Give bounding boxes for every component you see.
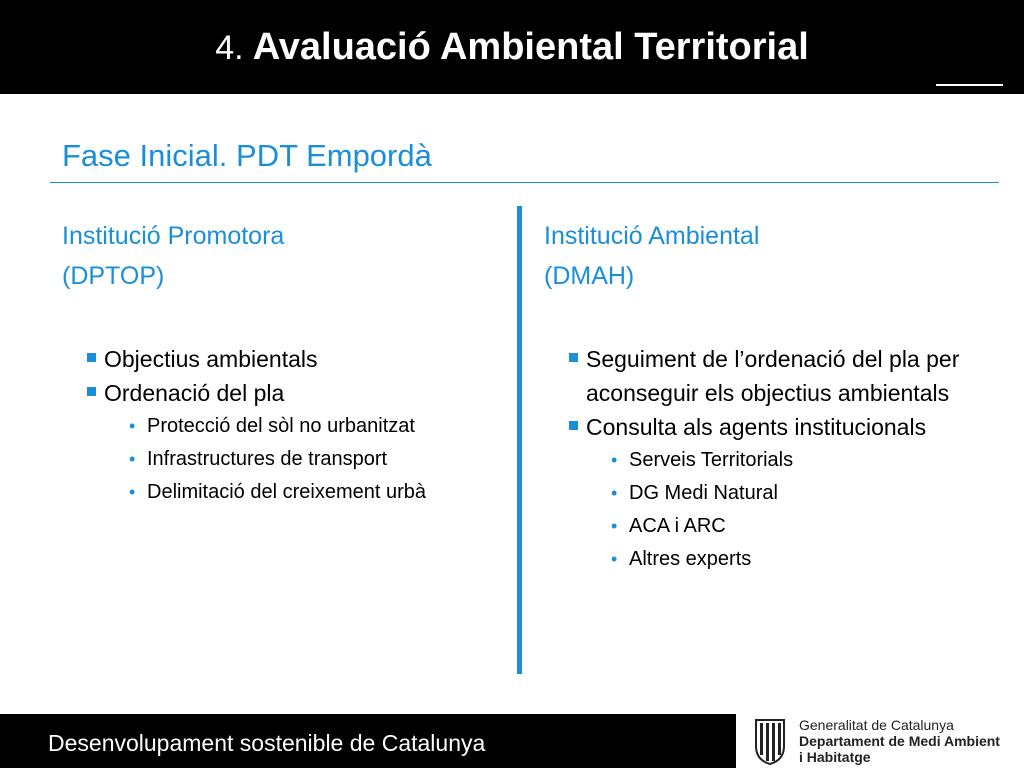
left-heading-line1: Institució Promotora: [62, 222, 285, 250]
generalitat-logo-icon: [752, 716, 788, 766]
sub-list-item: [62, 410, 507, 443]
sub-list-item-text: ACA i ARC: [629, 515, 726, 537]
right-column: [544, 216, 1004, 576]
dot-bullet-icon: •: [129, 449, 136, 469]
right-bullet-list: [544, 342, 1004, 576]
list-item: [62, 342, 507, 376]
sub-list-item-text: Serveis Territorials: [629, 449, 794, 471]
dot-bullet-icon: •: [611, 450, 618, 470]
logo-line-2: Departament de Medi Ambient: [799, 733, 1000, 749]
sub-list-item-text: Altres experts: [629, 548, 752, 570]
sub-list-item: [544, 477, 1004, 510]
title-number: 4.: [215, 29, 244, 67]
sub-list-item: [544, 444, 1004, 477]
sub-list-item: [62, 476, 507, 509]
slide-subtitle: Fase Inicial. PDT Empordà: [62, 138, 432, 173]
left-column-heading: [62, 216, 507, 296]
sub-list-item-text: Delimitació del creixement urbà: [147, 481, 427, 503]
list-item: [544, 342, 1004, 410]
square-bullet-icon: [87, 387, 96, 396]
footer-text: Desenvolupament sostenible de Catalunya: [48, 730, 486, 756]
title-text: Avaluació Ambiental Territorial: [252, 26, 809, 68]
left-bullet-list: [62, 342, 507, 509]
dot-bullet-icon: •: [129, 416, 136, 436]
list-item-text: Objectius ambientals: [104, 346, 318, 372]
left-heading-line2: (DPTOP): [62, 262, 165, 290]
sub-list-item-text: DG Medi Natural: [629, 482, 778, 504]
sub-list-item: [544, 543, 1004, 576]
list-item: [544, 410, 1004, 444]
list-item-text: Seguiment de l’ordenació del pla per aconseguir els objectius ambientals: [586, 346, 960, 406]
right-column-heading: [544, 216, 1004, 296]
column-divider: [517, 206, 522, 674]
right-heading-line1: Institució Ambiental: [544, 222, 760, 250]
left-column: [62, 216, 507, 509]
right-heading-line2: (DMAH): [544, 262, 635, 290]
square-bullet-icon: [569, 421, 578, 430]
sub-list-item: [62, 443, 507, 476]
list-item-text: Consulta als agents institucionals: [586, 414, 927, 440]
subtitle-rule: [50, 182, 999, 183]
sub-list-item: [544, 510, 1004, 543]
dot-bullet-icon: •: [611, 516, 618, 536]
square-bullet-icon: [87, 353, 96, 362]
dot-bullet-icon: •: [129, 482, 136, 502]
logo-line-3: i Habitatge: [799, 749, 871, 765]
list-item: [62, 376, 507, 410]
dot-bullet-icon: •: [611, 483, 618, 503]
logo-line-1: Generalitat de Catalunya: [799, 717, 954, 733]
title-rule: [936, 84, 1003, 86]
slide-title: [0, 22, 1024, 73]
dot-bullet-icon: •: [611, 549, 618, 569]
list-item-text: Ordenació del pla: [104, 380, 285, 406]
sub-list-item-text: Protecció del sòl no urbanitzat: [147, 415, 415, 437]
sub-list-item-text: Infrastructures de transport: [147, 448, 388, 470]
square-bullet-icon: [569, 353, 578, 362]
